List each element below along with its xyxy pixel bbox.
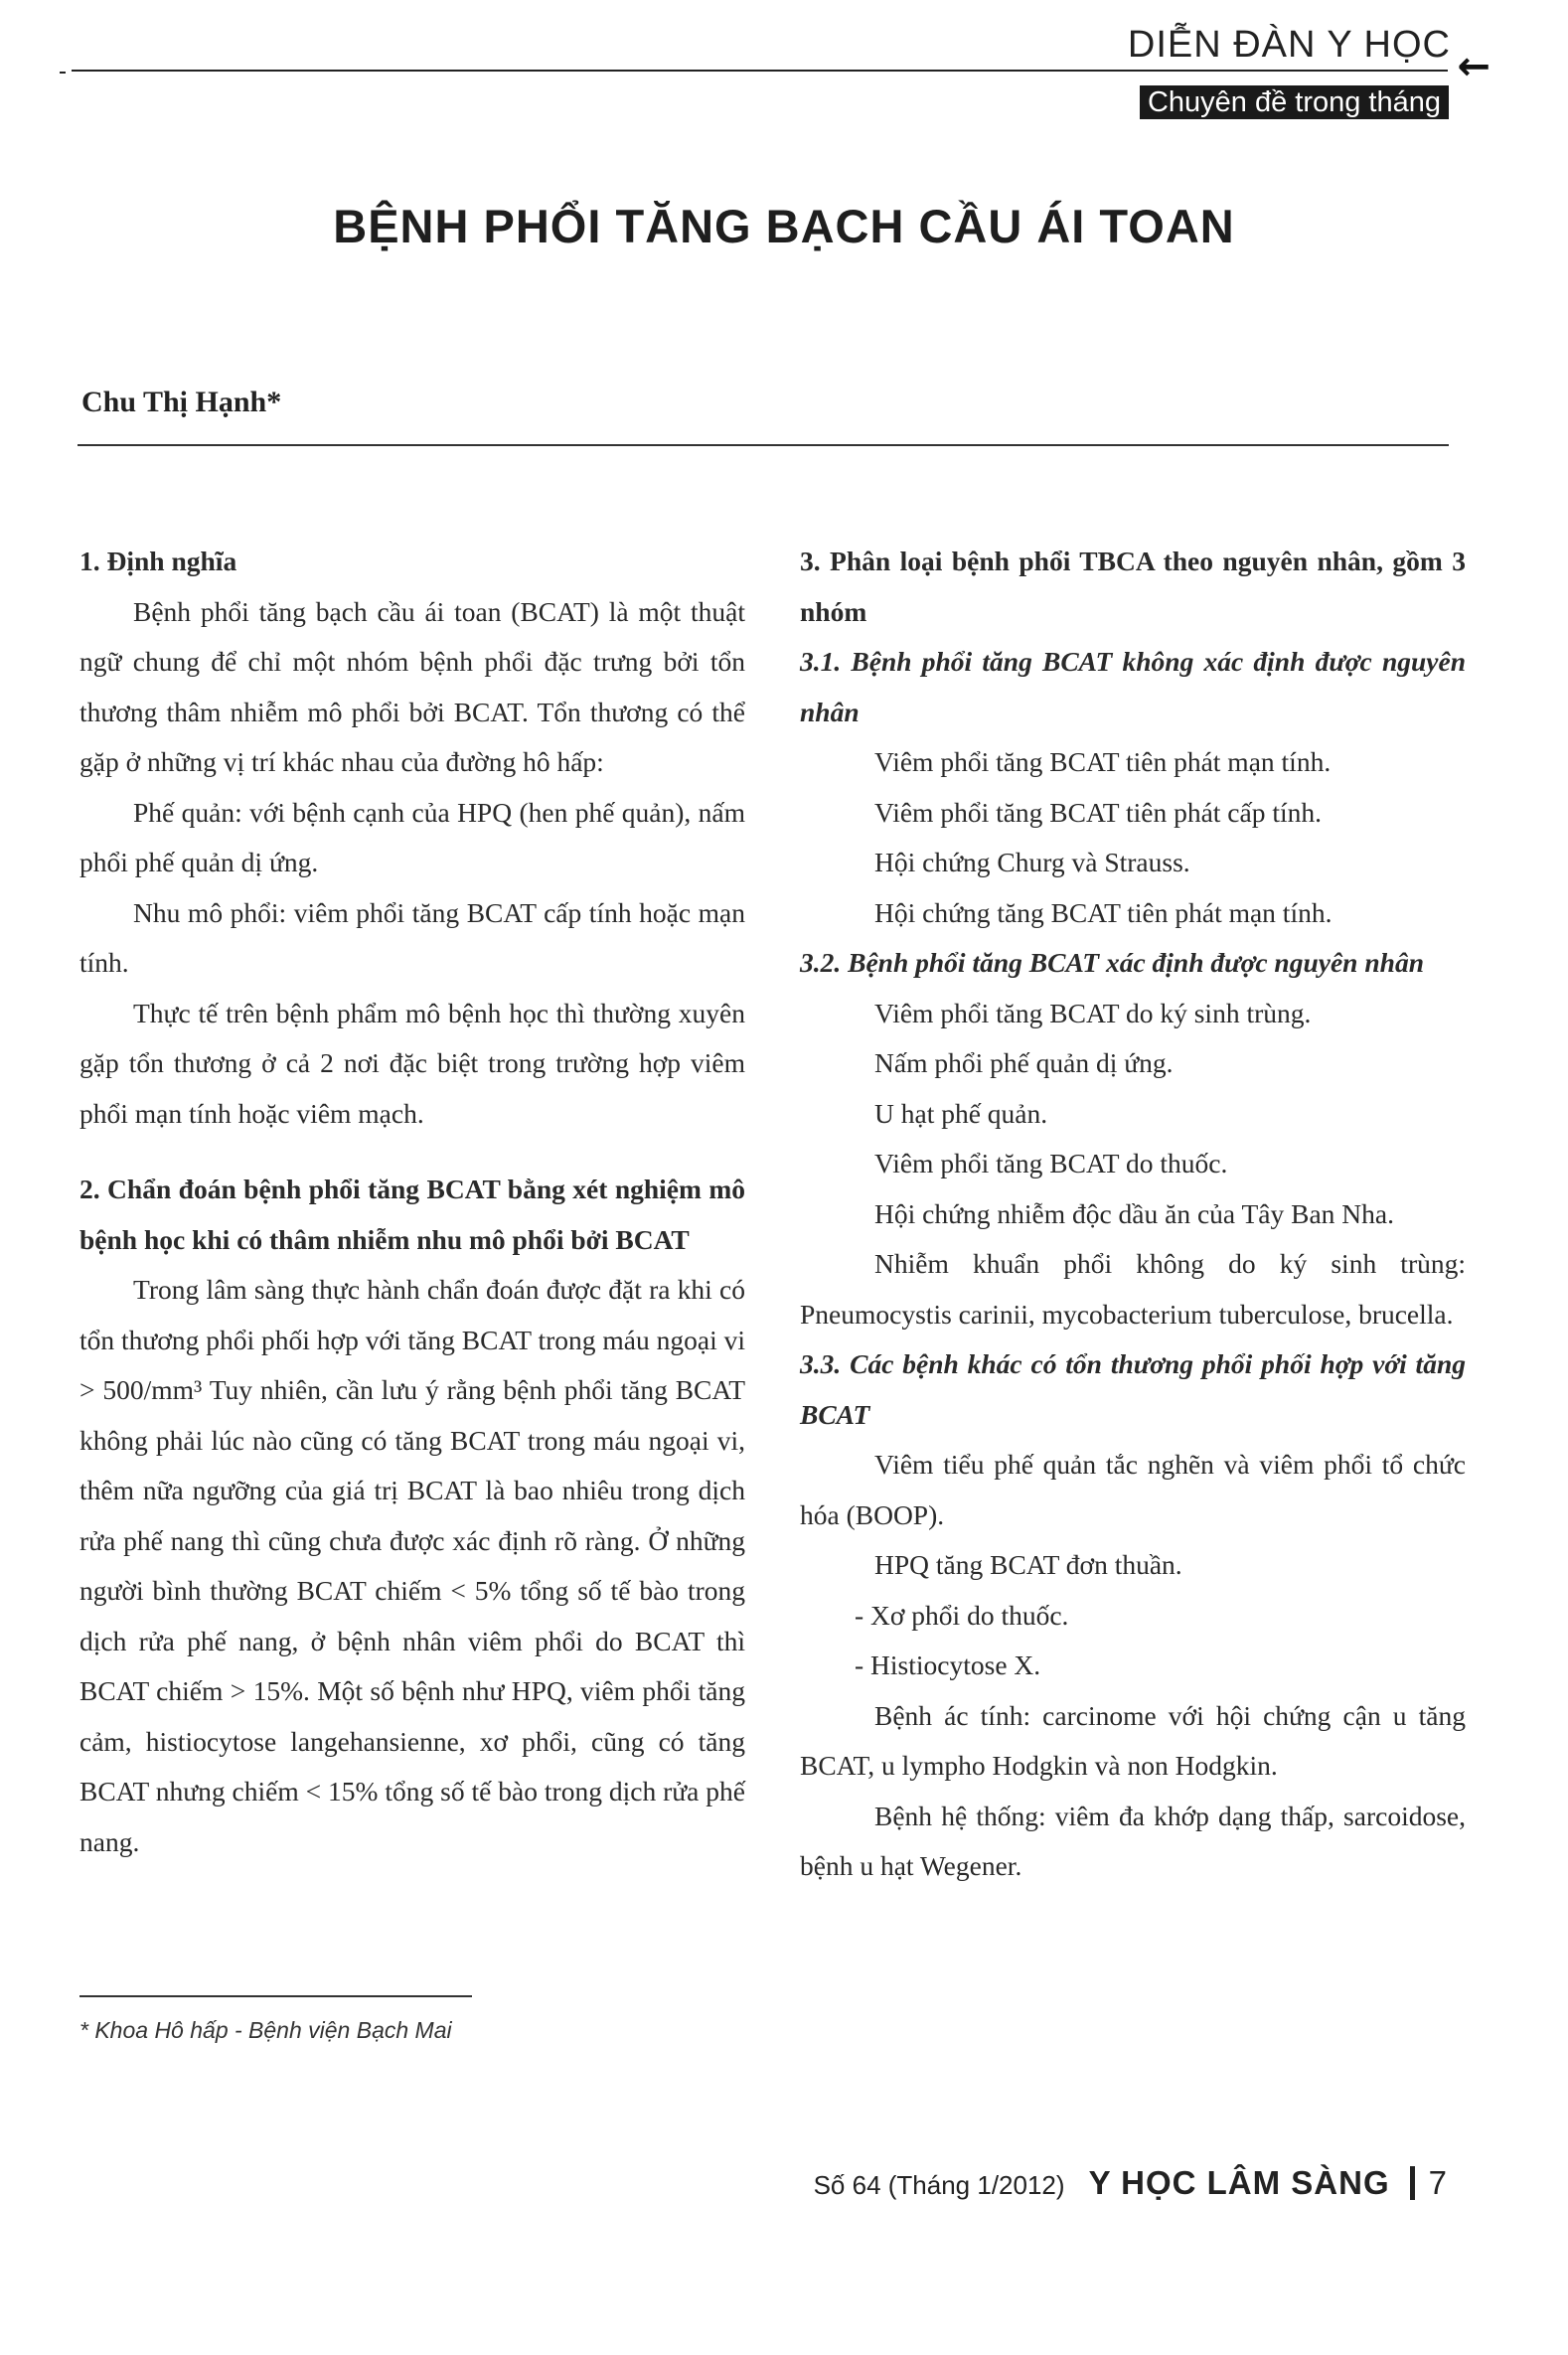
paragraph: Phế quản: với bệnh cạnh của HPQ (hen phế quản), nấm phổi phế quản dị ứng. [79,796,745,877]
list-item: HPQ tăng BCAT đơn thuần. [874,1549,1182,1580]
page-number: 7 [1428,2164,1447,2201]
issue-number: Số 64 (Tháng 1/2012) [813,2170,1065,2200]
section-1-heading: 1. Định nghĩa [79,546,237,576]
footer-divider [1410,2166,1415,2200]
paragraph: Viêm tiểu phế quản tắc nghẽn và viêm phổi tổ chức hóa (BOOP). [800,1449,1466,1530]
section-3-heading: 3. Phân loại bệnh phổi TBCA theo nguyên nhân, gồm 3 nhóm [800,546,1466,627]
right-column [800,537,1466,1892]
paragraph: Thực tế trên bệnh phẩm mô bệnh học thì thường xuyên gặp tổn thương ở cả 2 nơi đặc biệt trong trường hợp viêm phổi mạn tính hoặc viêm mạch. [79,997,745,1129]
article-author: Chu Thị Hạnh* [81,386,282,418]
header-rule [72,70,1448,72]
header-rule-fragment [60,72,66,74]
footnote: * Khoa Hô hấp - Bệnh viện Bạch Mai [79,2017,452,2043]
paragraph: Nhu mô phổi: viêm phổi tăng BCAT cấp tính hoặc mạn tính. [79,896,745,978]
left-column [79,537,745,1867]
section-2-heading: 2. Chẩn đoán bệnh phổi tăng BCAT bằng xét nghiệm mô bệnh học khi có thâm nhiễm nhu mô phổi bởi BCAT [79,1174,745,1255]
section-subtitle: Chuyên đề trong tháng [1140,85,1449,119]
section-3-2-heading: 3.2. Bệnh phổi tăng BCAT xác định được nguyên nhân [800,947,1424,978]
section-3-1-heading: 3.1. Bệnh phổi tăng BCAT không xác định được nguyên nhân [800,646,1466,727]
section-3-3-heading: 3.3. Các bệnh khác có tổn thương phổi phối hợp với tăng BCAT [800,1348,1466,1430]
footnote-rule [79,1995,472,1997]
dash-item: - Histiocytose X. [855,1649,1041,1680]
dash-item: - Xơ phổi do thuốc. [855,1599,1069,1631]
list-item: Viêm phổi tăng BCAT do thuốc. [874,1148,1228,1178]
left-arrow-icon: ← [1457,44,1490,89]
journal-name: Y HỌC LÂM SÀNG [1088,2164,1390,2201]
author-rule [78,444,1449,446]
paragraph: Nhiễm khuẩn phổi không do ký sinh trùng: Pneumocystis carinii, mycobacterium tuberculose, brucella. [800,1248,1466,1330]
list-item: Viêm phổi tăng BCAT do ký sinh trùng. [874,997,1312,1028]
list-item: Hội chứng tăng BCAT tiên phát mạn tính. [874,896,1333,928]
paragraph: Bệnh hệ thống: viêm đa khớp dạng thấp, sarcoidose, bệnh u hạt Wegener. [800,1800,1466,1881]
list-item: U hạt phế quản. [874,1097,1048,1129]
article-title: BỆNH PHỔI TĂNG BẠCH CẦU ÁI TOAN [333,200,1235,252]
list-item: Hội chứng Churg và Strauss. [874,847,1190,877]
list-item: Nấm phổi phế quản dị ứng. [874,1047,1174,1078]
section-title: DIỄN ĐÀN Y HỌC [1127,24,1451,66]
page-footer [814,2164,1447,2202]
paragraph: Trong lâm sàng thực hành chẩn đoán được đặt ra khi có tổn thương phổi phối hợp với tăng BCAT trong máu ngoại vi > 500/mm³ Tuy nhiên, cần lưu ý rằng bệnh phổi tăng BCAT không phải lúc nào cũng có tăng BCAT trong máu ngoại vi, thêm nữa ngưỡng của giá trị BCAT là bao nhiêu trong dịch rửa phế nang thì cũng chưa được xác định rõ ràng. Ở những người bình thường BCAT chiếm < 5% tổng số tế bào trong dịch rửa phế nang, ở bệnh nhân viêm phổi do BCAT thì BCAT chiếm > 15%. Một số bệnh như HPQ, viêm phổi tăng cảm, histiocytose langehansienne, xơ phổi, cũng có tăng BCAT nhưng chiếm < 15% tổng số tế bào trong dịch rửa phế nang. [79,1274,745,1857]
paragraph: Hội chứng nhiễm độc dầu ăn của Tây Ban Nha. [874,1197,1394,1229]
list-item: Viêm phổi tăng BCAT tiên phát cấp tính. [874,796,1323,828]
paragraph: Bệnh phổi tăng bạch cầu ái toan (BCAT) là một thuật ngữ chung để chỉ một nhóm bệnh phổi đặc trưng bởi tổn thương thâm nhiễm mô phổi bởi BCAT. Tổn thương có thể gặp ở những vị trí khác nhau của đường hô hấp: [79,595,745,777]
list-item: Viêm phổi tăng BCAT tiên phát mạn tính. [874,746,1332,777]
paragraph: Bệnh ác tính: carcinome với hội chứng cận u tăng BCAT, u lympho Hodgkin và non Hodgkin. [800,1699,1466,1781]
